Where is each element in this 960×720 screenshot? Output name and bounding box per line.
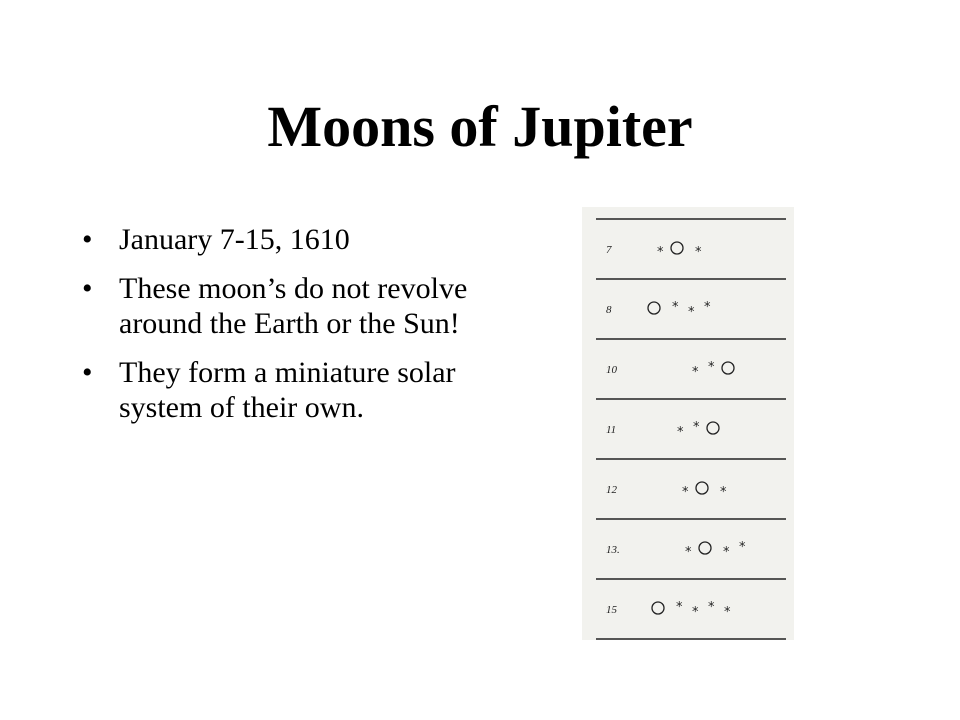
bullet-item [82, 271, 482, 341]
moon-star-mark: * [692, 605, 699, 620]
sketch-day-label: 13. [606, 544, 620, 556]
sketch-day-label: 11 [606, 424, 617, 436]
bullet-marker: • [82, 356, 93, 389]
jupiter-moons-sketch [582, 207, 794, 640]
jupiter-disc [652, 602, 664, 614]
moon-star-mark: * [688, 305, 695, 320]
bullet-text: They form a miniature solar system of their own. [119, 356, 456, 424]
moon-star-mark: * [704, 300, 711, 315]
sketch-day-label: 15 [606, 604, 617, 616]
moon-star-mark: * [708, 600, 715, 615]
jupiter-disc [699, 542, 711, 554]
sketch-day-label: 8 [606, 304, 612, 316]
moon-star-mark: * [677, 425, 684, 440]
bullet-item [82, 222, 482, 257]
moon-star-mark: * [685, 545, 692, 560]
jupiter-disc [648, 302, 660, 314]
jupiter-disc [707, 422, 719, 434]
moon-star-mark: * [657, 245, 664, 260]
moon-star-mark: * [682, 485, 689, 500]
moon-star-mark: * [739, 540, 746, 555]
sketch-day-label: 12 [606, 484, 617, 496]
jupiter-disc [671, 242, 683, 254]
bullet-marker: • [82, 223, 93, 256]
moon-star-mark: * [693, 420, 700, 435]
slide-title: Moons of Jupiter [267, 94, 693, 159]
jupiter-disc [696, 482, 708, 494]
sketch-day-label: 7 [606, 244, 612, 256]
moon-star-mark: * [676, 600, 683, 615]
moon-star-mark: * [723, 545, 730, 560]
moon-star-mark: * [724, 605, 731, 620]
galileo-sketch-image [582, 207, 794, 640]
sketch-day-label: 10 [606, 364, 617, 376]
moon-star-mark: * [695, 245, 702, 260]
bullet-text: January 7-15, 1610 [119, 223, 350, 256]
moon-star-mark: * [720, 485, 727, 500]
bullet-list [82, 222, 482, 439]
moon-star-mark: * [708, 360, 715, 375]
bullet-item [82, 355, 482, 425]
bullet-text: These moon’s do not revolve around the Earth or the Sun! [119, 272, 468, 340]
bullet-marker: • [82, 272, 93, 305]
moon-star-mark: * [692, 365, 699, 380]
jupiter-disc [722, 362, 734, 374]
moon-star-mark: * [672, 300, 679, 315]
